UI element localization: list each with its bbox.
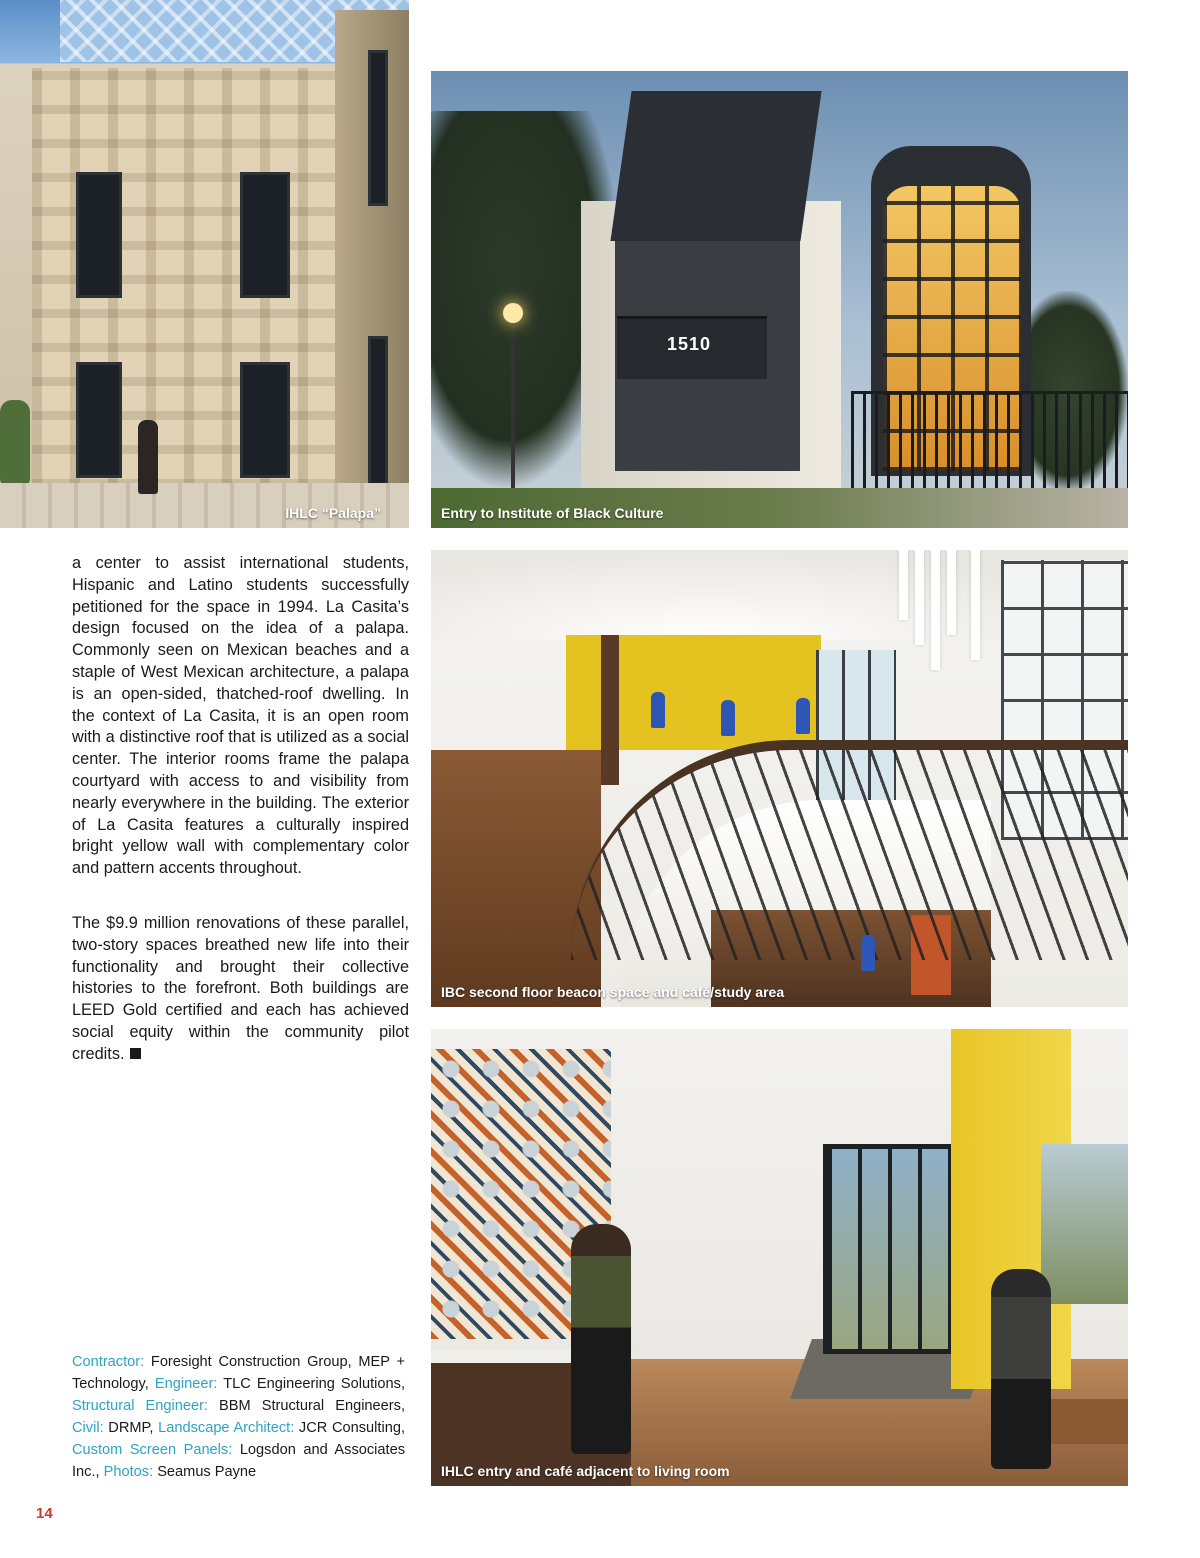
credit-value: Logsdon and Associates Inc., bbox=[72, 1441, 405, 1480]
person bbox=[721, 700, 735, 736]
pendant-light bbox=[915, 550, 924, 645]
project-credits bbox=[72, 1352, 405, 1483]
credit-value: BBM Structural Engineers, bbox=[207, 1397, 405, 1414]
window bbox=[368, 336, 388, 492]
credit-label: Engineer: bbox=[154, 1375, 218, 1392]
photo-ihlc-entry bbox=[431, 1029, 1128, 1486]
photo-caption: IHLC entry and café adjacent to living room bbox=[441, 1463, 730, 1479]
credit-label: Contractor: bbox=[72, 1354, 145, 1370]
wood-floor bbox=[431, 750, 601, 1007]
lamp-post bbox=[511, 311, 515, 491]
pendant-light bbox=[947, 550, 956, 635]
photo-ibc-interior bbox=[431, 550, 1128, 1007]
window bbox=[76, 172, 122, 298]
credit-label: Civil: bbox=[72, 1419, 104, 1436]
photo-caption: IBC second floor beacon space and café/study area bbox=[441, 984, 785, 1000]
window bbox=[368, 50, 388, 206]
credit-label: Landscape Architect: bbox=[158, 1419, 295, 1436]
pendant-light bbox=[899, 550, 908, 620]
credit-label: Custom Screen Panels: bbox=[72, 1441, 233, 1458]
credit-value: DRMP, bbox=[103, 1419, 159, 1436]
photo-caption: IHLC “Palapa” bbox=[285, 505, 381, 521]
person bbox=[651, 692, 665, 728]
page-number: 14 bbox=[36, 1505, 53, 1522]
credit-value: Foresight Construction Group, MEP + Technology, bbox=[72, 1354, 405, 1392]
credit-value: TLC Engineering Solutions, bbox=[217, 1375, 406, 1392]
lamp-light bbox=[503, 303, 523, 323]
curved-railing bbox=[571, 740, 1128, 960]
paragraph-text: The $9.9 million renovations of these parallel, two-story spaces breathed new life into their functionality and brought their collective histories to the forefront. Both buildings are LEED Gold certified and each has achieved social equity within the community pilot credits. bbox=[72, 914, 409, 1063]
address-number: 1510 bbox=[667, 334, 712, 354]
iron-fence bbox=[851, 391, 1128, 494]
person bbox=[138, 420, 158, 494]
glass-entry-doors bbox=[823, 1144, 953, 1354]
column bbox=[601, 635, 619, 785]
article-paragraph bbox=[72, 913, 409, 1066]
person bbox=[796, 698, 810, 734]
credit-value: Seamus Payne bbox=[153, 1463, 257, 1480]
photo-ihlc-palapa bbox=[0, 0, 409, 528]
article-paragraph: a center to assist international students, Hispanic and Latino students successfully petitioned for the space in 1994. La Casita’s design focused on the idea of a palapa. Commonly seen on Mexican beaches and a staple of West Mexican architecture, a palapa is an open-sided, thatched-roof dwelling. In the context of La Casita, it is an open room with a distinctive roof that is utilized as a social center. The interior rooms frame the palapa courtyard with access to and visibility from nearly everywhere in the building. The exterior of La Casita features a culturally inspired bright yellow wall with complementary color and pattern accents throughout. bbox=[72, 554, 409, 878]
credit-value: JCR Consulting, bbox=[294, 1419, 405, 1436]
building-roof-overhang bbox=[610, 91, 821, 241]
credit-label: Photos: bbox=[103, 1463, 154, 1480]
pendant-light bbox=[931, 550, 940, 670]
person bbox=[861, 935, 875, 971]
window bbox=[240, 172, 290, 298]
person-seated bbox=[991, 1269, 1051, 1469]
person-standing bbox=[571, 1224, 631, 1454]
photo-ibc-entry bbox=[431, 71, 1128, 528]
doorway bbox=[240, 362, 290, 478]
window bbox=[76, 362, 122, 478]
end-of-article-mark bbox=[130, 1048, 141, 1059]
credit-label: Structural Engineer: bbox=[72, 1397, 208, 1414]
pendant-light bbox=[971, 550, 980, 660]
photo-caption: Entry to Institute of Black Culture bbox=[441, 505, 664, 521]
window bbox=[1041, 1144, 1128, 1304]
shrub bbox=[0, 400, 30, 490]
